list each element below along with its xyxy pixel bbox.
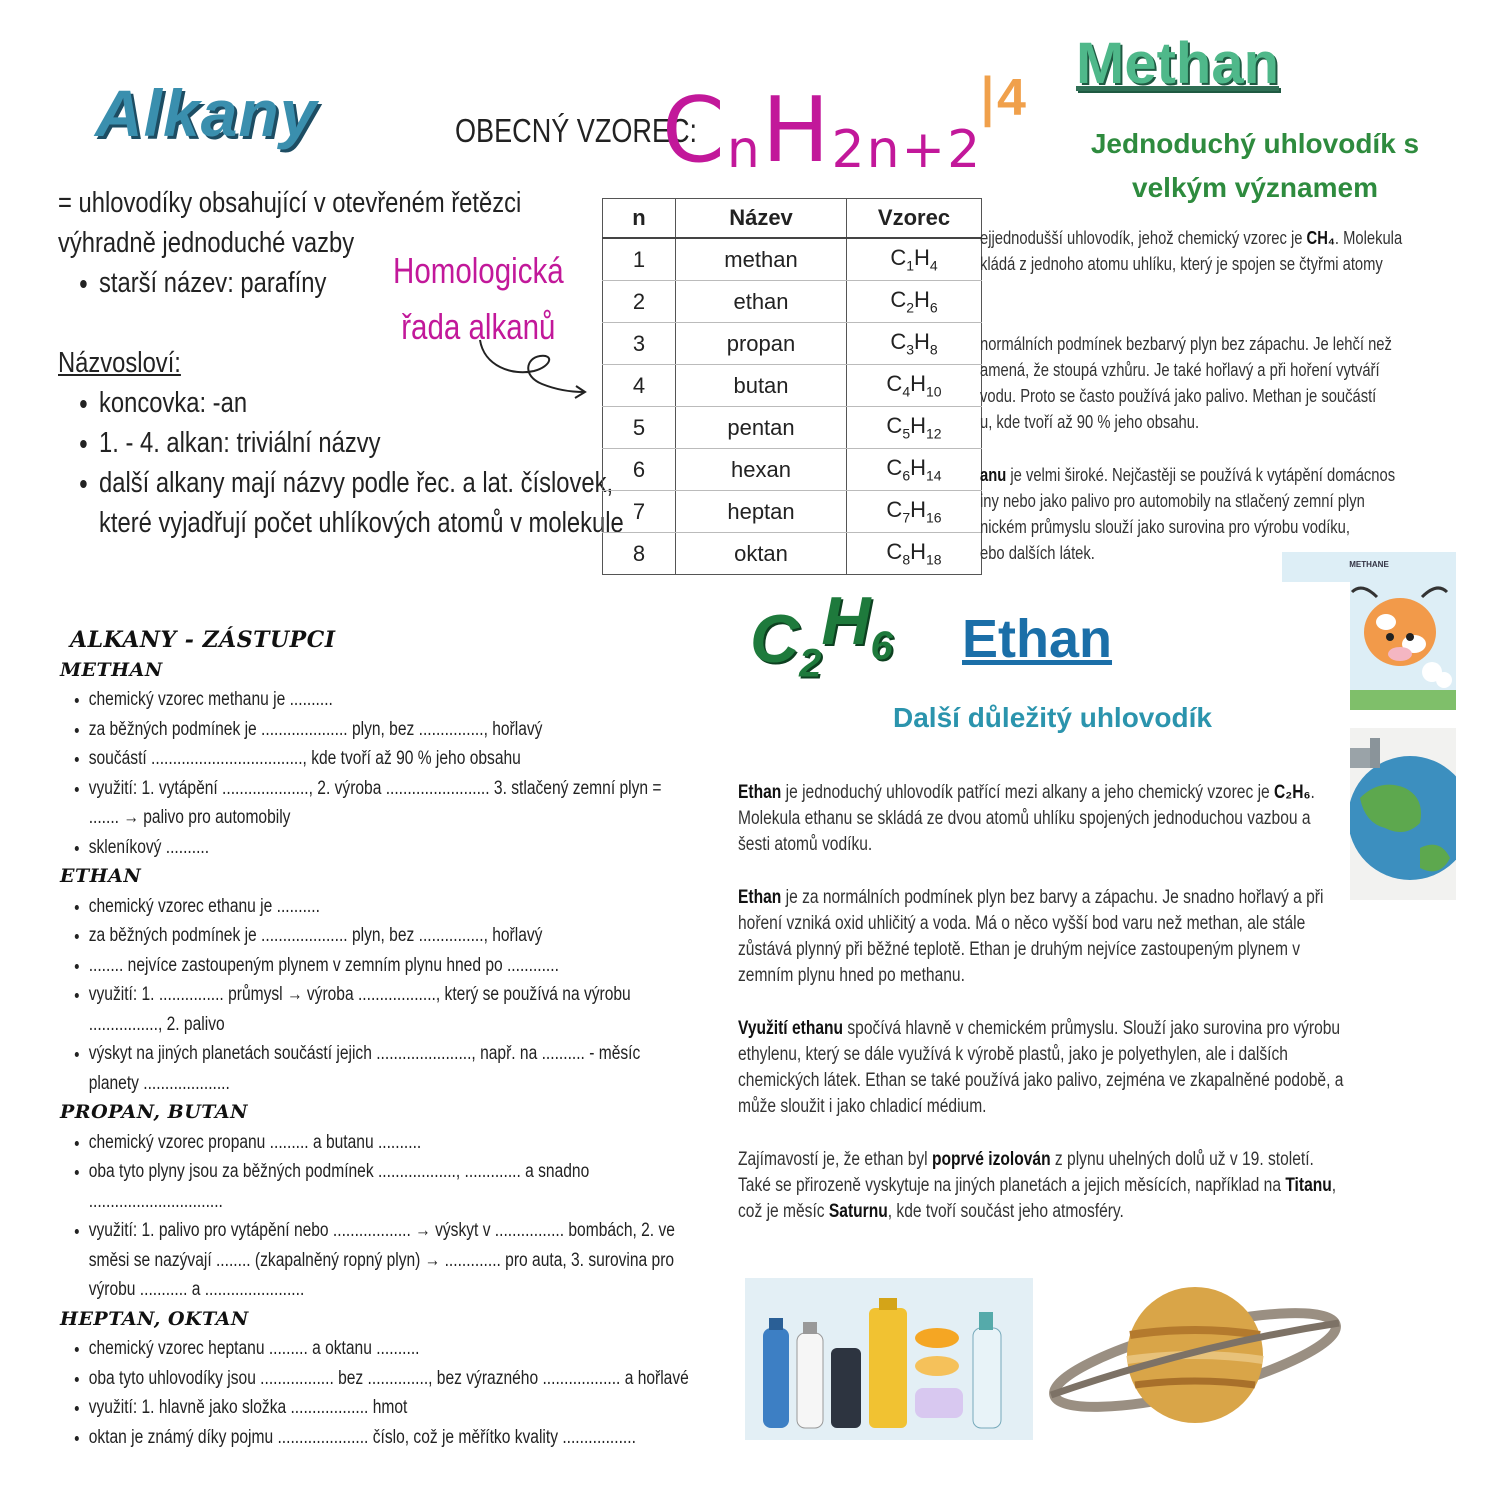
list-item: • chemický vzorec methanu je .......... <box>89 685 692 715</box>
list-item: • oba tyto uhlovodíky jsou ................. bez .............., bez výrazného .................. a hořlavé <box>89 1364 692 1394</box>
saturn-image <box>1045 1285 1345 1430</box>
methane-cow-image: METHANE <box>1282 552 1456 710</box>
table-cell-n: 7 <box>603 491 676 533</box>
table-cell-name: ethan <box>676 281 847 323</box>
table-row <box>603 449 982 491</box>
table-cell-name: pentan <box>676 407 847 449</box>
page-title: Alkany <box>95 76 318 150</box>
list-item: • koncovka: -an <box>99 383 624 423</box>
definition-text: = uhlovodíky obsahující v otevřeném řetězci výhradně jednoduché vazby <box>58 187 522 259</box>
table-cell-formula: $C_7H_{16}$ <box>847 491 982 533</box>
table-cell-formula: $C_5H_{12}$ <box>847 407 982 449</box>
list-item: • chemický vzorec ethanu je .......... <box>89 892 692 922</box>
table-cell-n: 4 <box>603 365 676 407</box>
list-item: • využití: 1. palivo pro vytápění nebo .................. → výskyt v ................ bombách, 2. ve směsi se nazývají ........ (zkapalněný ropný plyn) → ............. pro auta, 3. surovina pro výrobu ........... a ....................... <box>89 1216 692 1305</box>
table-row <box>603 281 982 323</box>
section-title: PROPAN, BUTAN <box>60 1101 248 1123</box>
list-item: • chemický vzorec heptanu ......... a oktanu .......... <box>89 1334 692 1364</box>
list-item: • součástí ..................................., kde tvoří až 90 % jeho obsahu <box>89 744 692 774</box>
table-cell-name: oktan <box>676 533 847 575</box>
ethan-text <box>738 780 1345 1252</box>
earth-image <box>1350 728 1456 900</box>
ethan-paragraph-2: Ethan je za normálních podmínek plyn bez barvy a zápachu. Je snadno hořlavý a při hoření vzniká oxid uhličitý a voda. Má o něco vyšší bod varu než methan, ale stále zůstává plynný při běžné teplotě. Ethan je druhým nejvíce zastoupeným plynem v zemním plynu hned po methanu. <box>738 887 1324 986</box>
list-item: • starší název: parafíny <box>99 263 624 303</box>
table-cell-formula: $C_3H_8$ <box>847 323 982 365</box>
table-cell-n: 3 <box>603 323 676 365</box>
ethan-paragraph-3: Využití ethanu spočívá hlavně v chemickém průmyslu. Slouží jako surovina pro výrobu ethylenu, který se dále využívá k výrobě plastů, jako je polyethylen, ale i dalších chemických látek. Ethan se také používá jako palivo, zejména ve zkapalněné podobě, a může sloužit i jako chladicí médium. <box>738 1018 1344 1117</box>
table-row <box>603 365 982 407</box>
table-cell-formula: $C_2H_6$ <box>847 281 982 323</box>
formula-label: OBECNÝ VZOREC: <box>455 112 698 149</box>
table-cell-n: 5 <box>603 407 676 449</box>
table-cell-name: butan <box>676 365 847 407</box>
list-item: • využití: 1. vytápění ...................., 2. výroba ........................ 3. stlačený zemní plyn = ....... → palivo pro automobily <box>89 774 692 833</box>
table-row <box>603 407 982 449</box>
list-item: • 1. - 4. alkan: triviální názvy <box>99 423 624 463</box>
list-item: • ........ nejvíce zastoupeným plynem v zemním plynu hned po ............ <box>89 951 692 981</box>
methan-paragraph-3: anu je velmi široké. Nejčastěji se používá k vytápění domácnos iny nebo jako palivo pro automobily na stlačený zemní plyn nickém průmyslu slouží jako surovina pro výrobu vodíku, ebo dalších látek. <box>980 465 1396 563</box>
table-cell-name: heptan <box>676 491 847 533</box>
table-cell-n: 2 <box>603 281 676 323</box>
methan-subtitle: Jednoduchý uhlovodík s velkým významem <box>1090 128 1420 203</box>
ethan-title: Ethan <box>962 609 1113 669</box>
table-cell-formula: $C_8H_{18}$ <box>847 533 982 575</box>
table-cell-name: propan <box>676 323 847 365</box>
list-item: • využití: 1. hlavně jako složka .................. hmot <box>89 1393 692 1423</box>
ethan-paragraph-4: Zajímavostí je, že ethan byl poprvé izolován z plynu uhelných dolů už v 19. století. Také se přirozeně vyskytuje na jiných planetách a jejich měsících, například na Titanu, což je měsíc Saturnu, kde tvoří součást jeho atmosféry. <box>738 1149 1337 1222</box>
table-cell-formula: $C_6H_{14}$ <box>847 449 982 491</box>
table-row <box>603 323 982 365</box>
methan-title: Methan <box>1076 31 1279 96</box>
table-cell-n: 6 <box>603 449 676 491</box>
ethan-subtitle: Další důležitý uhlovodík <box>893 702 1212 733</box>
table-cell-n: 8 <box>603 533 676 575</box>
table-row <box>603 533 982 575</box>
naming-heading: Názvosloví: <box>58 347 181 379</box>
list-item: • oktan je známý díky pojmu ..................... číslo, což je měřítko kvality ................. <box>89 1423 692 1453</box>
table-row <box>603 238 982 281</box>
worksheet-section <box>60 1305 700 1453</box>
table-row <box>603 491 982 533</box>
general-formula: $C_nH_{2n+2}$ <box>662 78 983 183</box>
list-item: • výskyt na jiných planetách součástí jejich ......................, např. na .......... - měsíc planety .................... <box>89 1039 692 1098</box>
worksheet-heading: ALKANY - ZÁSTUPCI <box>70 627 336 653</box>
list-item: • využití: 1. ............... průmysl → výroba .................., který se používá na výrobu ................, 2. palivo <box>89 980 692 1039</box>
worksheet <box>60 626 700 1452</box>
section-title: ETHAN <box>60 865 142 887</box>
list-item: • za běžných podmínek je .................... plyn, bez ..............., hořlavý <box>89 921 692 951</box>
table-cell-formula: $C_4H_{10}$ <box>847 365 982 407</box>
list-item: • skleníkový .......... <box>89 833 692 863</box>
methan-paragraph-2: normálních podmínek bezbarvý plyn bez zápachu. Je lehčí než amená, že stoupá vzhůru. Je také hořlavý a při hoření vytváří vodu. Proto se často používá jako palivo. Methan je součástí u, kde tvoří až 90 % jeho obsahu. <box>980 334 1392 432</box>
worksheet-section <box>60 862 700 1098</box>
table-cell-name: hexan <box>676 449 847 491</box>
ch4-fragment: |4 <box>978 68 1026 128</box>
ethan-paragraph-1: Ethan je jednoduchý uhlovodík patřící mezi alkany a jeho chemický vzorec je C₂H₆. Molekula ethanu se skládá ze dvou atomů uhlíku spojených jednoduchou vazbou a šesti atomů vodíku. <box>738 782 1315 855</box>
table-cell-n: 1 <box>603 238 676 281</box>
homolog-table <box>602 198 982 575</box>
list-item: • chemický vzorec propanu ......... a butanu .......... <box>89 1128 692 1158</box>
table-cell-formula: $C_1H_4$ <box>847 238 982 281</box>
list-item: • oba tyto plyny jsou za běžných podmínek .................., ............. a snadno ............................... <box>89 1157 692 1216</box>
plastic-bottles-image <box>745 1278 1033 1440</box>
ethan-formula: $C_2H_6$ <box>750 583 893 686</box>
table-header: Vzorec <box>847 199 982 239</box>
list-item: • za běžných podmínek je .................... plyn, bez ..............., hořlavý <box>89 715 692 745</box>
worksheet-section <box>60 1098 700 1305</box>
table-cell-name: methan <box>676 238 847 281</box>
worksheet-section <box>60 656 700 863</box>
naming-section <box>58 343 624 543</box>
list-item: • další alkany mají názvy podle řec. a lat. číslovek, které vyjadřují počet uhlíkových atomů v molekule <box>99 463 624 543</box>
methan-paragraph-1: ejjednodušší uhlovodík, jehož chemický vzorec je CH₄. Molekula kládá z jednoho atomu uhlíku, který je spojen se čtyřmi atomy <box>980 228 1403 274</box>
table-header: Název <box>676 199 847 239</box>
homolog-label: Homologická řada alkanů <box>393 250 564 347</box>
section-title: METHAN <box>60 658 163 681</box>
section-title: HEPTAN, OKTAN <box>60 1307 249 1330</box>
table-header: n <box>603 199 676 239</box>
